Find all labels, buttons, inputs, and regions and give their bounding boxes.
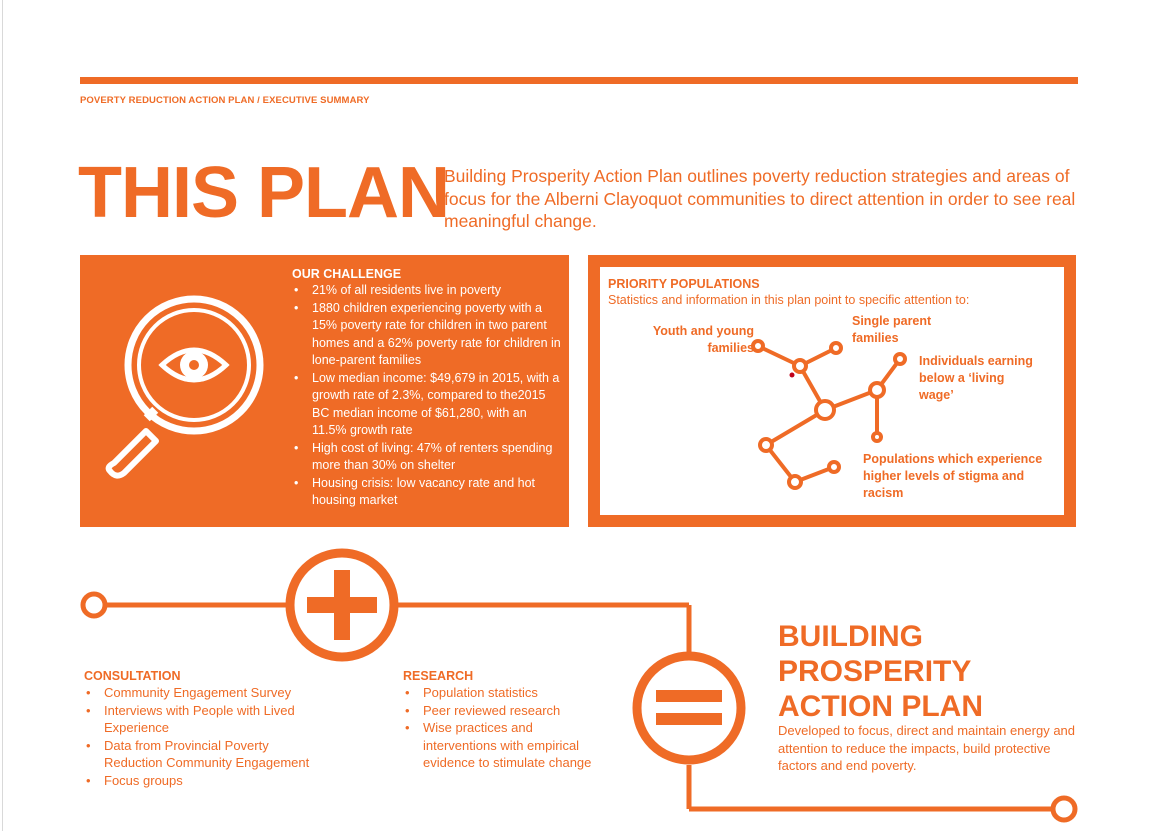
result-title-line: BUILDING (778, 620, 923, 653)
research-heading: RESEARCH (403, 669, 474, 683)
result-title-line: PROSPERITY (778, 655, 972, 688)
research-item: • Population statistics (403, 684, 608, 702)
group-label-youth: Youth and young families (652, 324, 754, 355)
consultation-heading: CONSULTATION (84, 669, 181, 683)
challenge-item: • Low median income: $49,679 in 2015, with a growth rate of 2.3%, compared to the2015 BC median income of $61,280, with an 11.5% growth rate (292, 370, 564, 440)
result-title (778, 619, 983, 724)
result-description: Developed to focus, direct and maintain energy and attention to reduce the impacts, build protective factors and end poverty. (778, 723, 1076, 773)
consultation-list (84, 684, 314, 789)
challenge-item: • High cost of living: 47% of renters spending more than 30% on shelter (292, 440, 564, 475)
start-node-icon (83, 594, 105, 616)
page-title: THIS PLAN (78, 153, 450, 233)
consultation-item: • Community Engagement Survey (84, 684, 314, 702)
consultation-item: • Data from Provincial Poverty Reduction Community Engagement (84, 737, 314, 772)
breadcrumb: POVERTY REDUCTION ACTION PLAN / EXECUTIVE SUMMARY (80, 95, 370, 106)
consultation-column (84, 669, 314, 789)
research-column (403, 669, 608, 772)
plus-icon (290, 553, 394, 657)
group-label-living-wage: Individuals earning below a ‘living wage’ (919, 354, 1033, 402)
group-label-stigma: Populations which experience higher levels of stigma and racism (863, 452, 1043, 500)
research-item: • Peer reviewed research (403, 702, 608, 720)
research-list (403, 684, 608, 772)
priority-subheading: Statistics and information in this plan point to specific attention to: (608, 293, 970, 307)
research-item: • Wise practices and interventions with empirical evidence to stimulate change (403, 719, 608, 772)
consultation-item: • Interviews with People with Lived Experience (84, 702, 314, 737)
consultation-item: • Focus groups (84, 772, 314, 790)
intro-paragraph: Building Prosperity Action Plan outlines poverty reduction strategies and areas of focus for the Alberni Clayoquot communities to direct attention in order to see real meaningful change. (444, 166, 1076, 231)
priority-heading: PRIORITY POPULATIONS (608, 277, 760, 291)
equals-icon (637, 656, 741, 760)
challenge-item: • 21% of all residents live in poverty (292, 282, 564, 300)
challenge-heading: OUR CHALLENGE (292, 267, 402, 281)
challenge-item: • Housing crisis: low vacancy rate and hot housing market (292, 475, 564, 510)
group-label-single-parent: Single parent families (852, 314, 932, 345)
challenge-item: • 1880 children experiencing poverty with a 15% poverty rate for children in two parent homes and a 62% poverty rate for children in lone-parent families (292, 300, 564, 370)
end-node-icon (1053, 798, 1075, 820)
result-title-line: ACTION PLAN (778, 690, 983, 723)
